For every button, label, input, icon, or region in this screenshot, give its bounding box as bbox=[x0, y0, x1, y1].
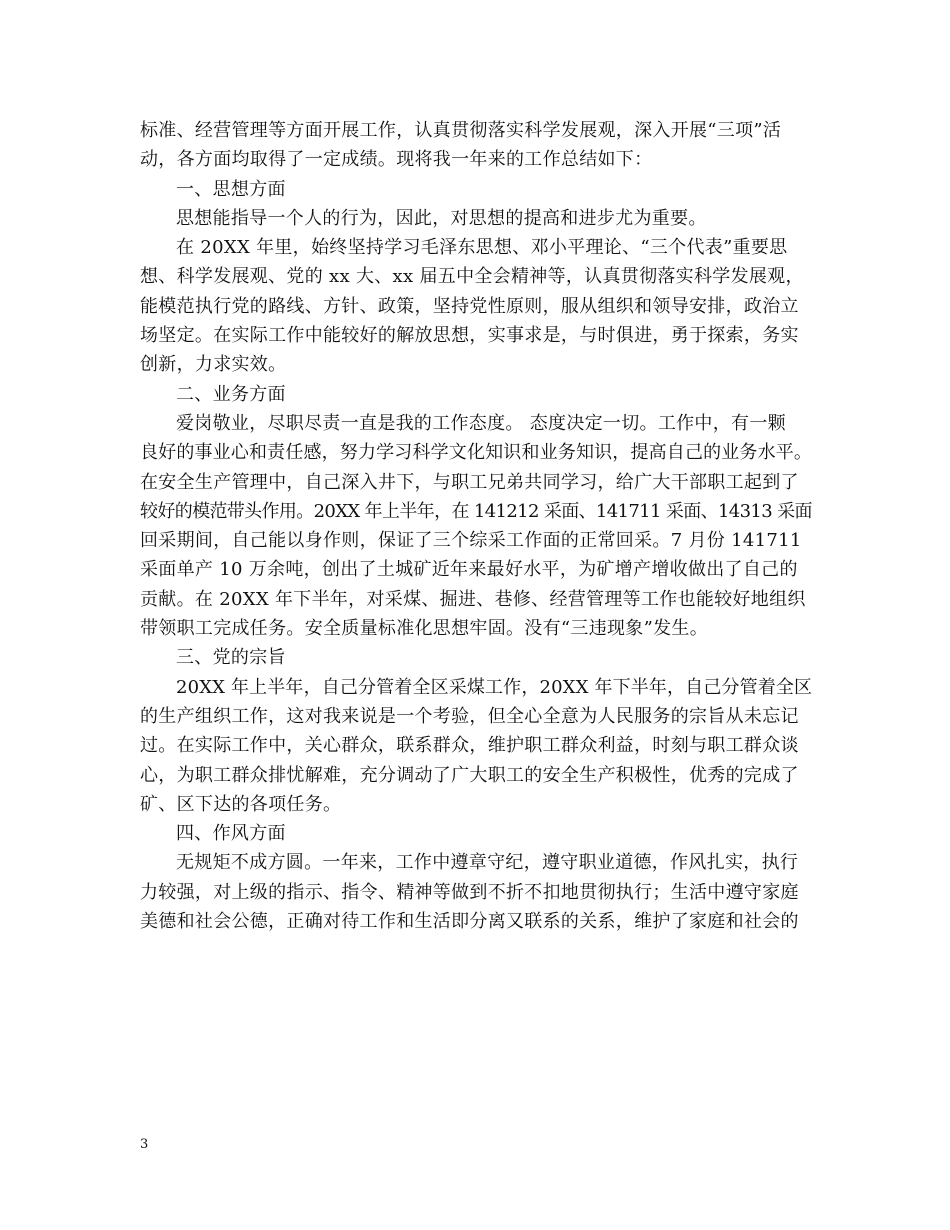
text-line: 能模范执行党的路线、方针、政策，坚持党性原则，服从组织和领导安排，政治立 bbox=[140, 295, 799, 317]
text-line: 标准、经营管理等方面开展工作，认真贯彻落实科学发展观，深入开展“三项”活 bbox=[140, 120, 782, 141]
text-line: 采面单产 10 万余吨，创出了土城矿近年来最好水平，为矿增产增收做出了自己的 bbox=[140, 559, 798, 581]
text-line: 过。在实际工作中，关心群众，联系群众，维护职工群众利益，时刻与职工群众谈 bbox=[140, 735, 799, 757]
text-line: 动，各方面均取得了一定成绩。现将我一年来的工作总结如下： bbox=[140, 149, 653, 171]
text-line: 爱岗敬业，尽职尽责一直是我的工作态度。 态度决定一切。工作中，有一颗 bbox=[176, 412, 786, 434]
text-line: 心，为职工群众排忧解难，充分调动了广大职工的安全生产积极性，优秀的完成了 bbox=[140, 764, 799, 786]
text-line: 三、党的宗旨 bbox=[176, 647, 286, 669]
text-line: 良好的事业心和责任感，努力学习科学文化知识和业务知识，提高自己的业务水平。 bbox=[140, 442, 813, 464]
text-line: 二、业务方面 bbox=[176, 383, 286, 405]
text-line: 四、作风方面 bbox=[176, 823, 286, 845]
text-line: 一、思想方面 bbox=[176, 178, 286, 200]
text-line: 力较强，对上级的指示、指令、精神等做到不折不扣地贯彻执行；生活中遵守家庭 bbox=[140, 881, 799, 903]
text-line: 美德和社会公德，正确对待工作和生活即分离又联系的关系，维护了家庭和社会的 bbox=[140, 911, 799, 933]
text-line: 较好的模范带头作用。20XX 年上半年，在 141212 采面、141711 采面、14313 采面 bbox=[140, 500, 812, 522]
page-number: 3 bbox=[140, 1137, 149, 1152]
text-line: 矿、区下达的各项任务。 bbox=[140, 793, 342, 815]
text-line: 20XX 年上半年，自己分管着全区采煤工作，20XX 年下半年，自己分管着全区 bbox=[176, 676, 813, 698]
text-line: 带领职工完成任务。安全质量标准化思想牢固。没有“三违现象”发生。 bbox=[140, 618, 709, 640]
text-line: 在安全生产管理中，自己深入井下，与职工兄弟共同学习，给广大干部职工起到了 bbox=[140, 471, 799, 493]
body-text bbox=[140, 116, 812, 936]
text-line: 贡献。在 20XX 年下半年，对采煤、掘进、巷修、经营管理等工作也能较好地组织 bbox=[140, 588, 806, 610]
text-line: 想、科学发展观、党的 xx 大、xx 届五中全会精神等，认真贯彻落实科学发展观， bbox=[140, 266, 804, 288]
text-line: 思想能指导一个人的行为，因此，对思想的提高和进步尤为重要。 bbox=[176, 207, 707, 229]
text-line: 无规矩不成方圆。一年来，工作中遵章守纪，遵守职业道德，作风扎实，执行 bbox=[176, 852, 799, 874]
text-line: 回采期间，自己能以身作则，保证了三个综采工作面的正常回采。7 月份 141711 bbox=[140, 530, 802, 552]
text-line: 创新，力求实效。 bbox=[140, 354, 287, 376]
text-line: 的生产组织工作，这对我来说是一个考验，但全心全意为人民服务的宗旨从未忘记 bbox=[140, 705, 799, 727]
text-line: 在 20XX 年里，始终坚持学习毛泽东思想、邓小平理论、“三个代表”重要思 bbox=[176, 237, 788, 259]
text-line: 场坚定。在实际工作中能较好的解放思想，实事求是，与时俱进，勇于探索，务实 bbox=[140, 325, 799, 347]
